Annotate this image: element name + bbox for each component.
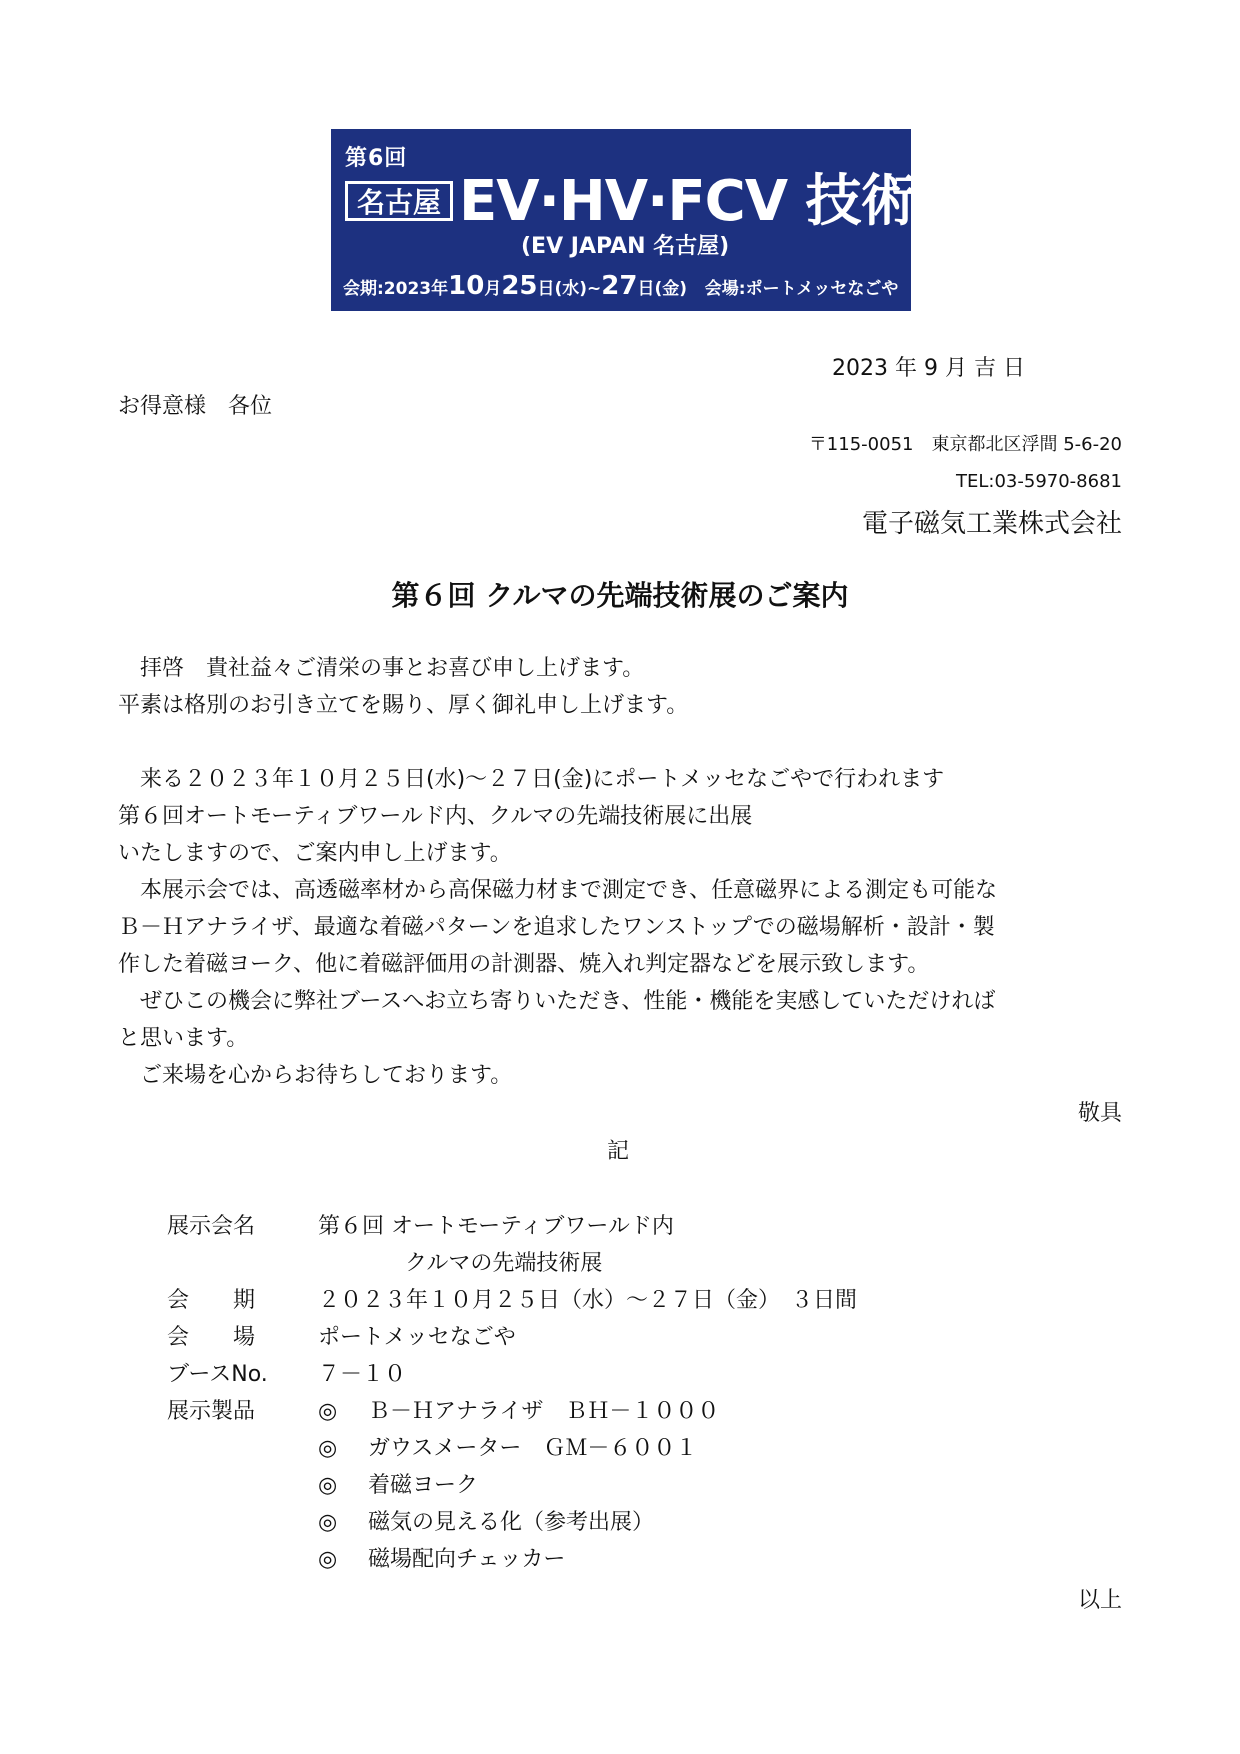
body-line: 第６回オートモーティブワールド内、クルマの先端技術展に出展 — [118, 804, 753, 829]
banner-venue: 会場:ポートメッセなごや — [704, 279, 899, 299]
detail-label-name: 展示会名 — [167, 1214, 256, 1239]
banner-title: EV·HV·FCV 技術展 — [459, 169, 971, 234]
ki-heading: 記 — [607, 1139, 630, 1164]
body-line: Ｂ－Ｈアナライザ、最適な着磁パターンを追求したワンストップでの磁場解析・設計・製 — [118, 915, 995, 940]
banner-period-m: 月 — [484, 279, 502, 299]
bullet-icon: ◎ — [318, 1473, 338, 1498]
product-item — [318, 1393, 719, 1430]
product-item — [318, 1541, 565, 1578]
body-line: 拝啓 貴社益々ご清栄の事とお喜び申し上げます。 — [118, 656, 645, 681]
banner-period-prefix: 会期:2023年 — [343, 279, 449, 299]
banner-info — [343, 271, 898, 301]
product-item — [318, 1467, 478, 1504]
banner-period-day1: 25 — [501, 271, 538, 301]
banner-period-d1: 日(水)~ — [537, 279, 602, 299]
detail-value-booth: ７－１０ — [318, 1362, 407, 1387]
body-line: ぜひこの機会に弊社ブースへお立ち寄りいただき、性能・機能を実感していただければ — [118, 989, 996, 1014]
body-line: 本展示会では、高透磁率材から高保磁力材まで測定でき、任意磁界による測定も可能な — [118, 878, 998, 903]
detail-label-period: 会 期 — [167, 1288, 256, 1313]
detail-label-products: 展示製品 — [167, 1399, 256, 1424]
product-name: ガウスメーター ＧＭ－６００１ — [368, 1436, 698, 1461]
detail-value-venue: ポートメッセなごや — [318, 1325, 516, 1350]
banner-period-month: 10 — [448, 271, 485, 301]
banner-subtitle: (EV JAPAN 名古屋) — [521, 234, 730, 259]
detail-value-period: ２０２３年１０月２５日（水）～２７日（金） ３日間 — [318, 1288, 858, 1313]
bullet-icon: ◎ — [318, 1399, 338, 1424]
body-line: 来る２０２３年１０月２５日(水)～２７日(金)にポートメッセなごやで行われます — [118, 767, 945, 792]
sender-company: 電子磁気工業株式会社 — [861, 509, 1122, 539]
body-line: ご来場を心からお待ちしております。 — [118, 1063, 513, 1088]
body-line: と思います。 — [118, 1026, 249, 1051]
product-name: 磁場配向チェッカー — [368, 1547, 566, 1572]
body-line: 平素は格別のお引き立てを賜り、厚く御礼申し上げます。 — [118, 693, 689, 718]
banner-period-d2: 日(金) — [637, 279, 688, 299]
detail-label-booth: ブースNo. — [167, 1362, 268, 1387]
body-line: 作した着磁ヨーク、他に着磁評価用の計測器、焼入れ判定器などを展示致します。 — [118, 952, 930, 977]
end-mark: 以上 — [1077, 1588, 1122, 1613]
product-name: 着磁ヨーク — [368, 1473, 479, 1498]
sender-tel: TEL:03-5970-8681 — [956, 471, 1122, 492]
detail-label-venue: 会 場 — [167, 1325, 256, 1350]
product-item — [318, 1504, 654, 1541]
banner-period-day2: 27 — [601, 271, 638, 301]
detail-value-name-2: クルマの先端技術展 — [405, 1251, 603, 1276]
banner-city: 名古屋 — [345, 181, 453, 221]
closing: 敬具 — [1077, 1101, 1122, 1126]
sender-address: 〒115-0051 東京都北区浮間 5-6-20 — [808, 434, 1122, 455]
product-name: 磁気の見える化（参考出展） — [368, 1510, 655, 1535]
event-banner — [331, 129, 971, 311]
body-line: いたしますので、ご案内申し上げます。 — [118, 841, 512, 866]
bullet-icon: ◎ — [318, 1510, 338, 1535]
detail-value-name: 第６回 オートモーティブワールド内 — [318, 1214, 674, 1239]
page-title: 第６回 クルマの先端技術展のご案内 — [391, 579, 849, 612]
recipient: お得意様 各位 — [118, 394, 273, 419]
product-name: Ｂ－Ｈアナライザ ＢＨ－１０００ — [368, 1399, 720, 1424]
product-item — [318, 1430, 697, 1467]
bullet-icon: ◎ — [318, 1547, 338, 1572]
bullet-icon: ◎ — [318, 1436, 338, 1461]
banner-edition: 第6回 — [345, 146, 408, 171]
letter-date: 2023 年 9 月 吉 日 — [832, 356, 1025, 381]
